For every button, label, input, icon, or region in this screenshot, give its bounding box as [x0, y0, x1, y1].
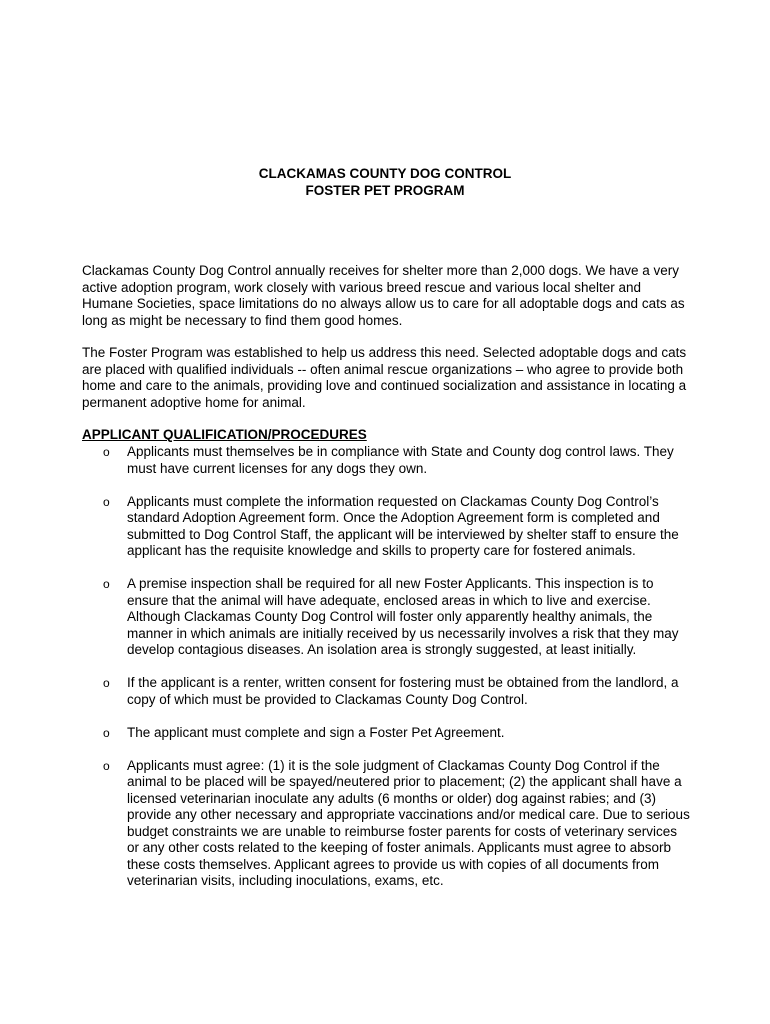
intro-paragraph: Clackamas County Dog Control annually receives for shelter more than 2,000 dogs. We have a very active adoption program, work closely with various breed rescue and various local shelter and Humane Societies, space limitations do no always allow us to care for all adoptable dogs and cats as long as might be necessary to find them good homes. — [82, 263, 685, 328]
list-item — [82, 494, 692, 560]
bullet-icon: o — [103, 725, 110, 740]
list-item-text: Applicants must themselves be in compliance with State and County dog control laws. They must have current licenses for any dogs they own. — [127, 444, 674, 476]
bullet-icon: o — [103, 445, 110, 459]
list-item-text: A premise inspection shall be required for all new Foster Applicants. This inspection is to ensure that the animal will have adequate, enclosed areas in which to live and exercise. Although Clackamas County Dog Control will foster only apparently healthy animals, the manner in which animals are initially received by us necessarily involves a risk that they may develop contagious diseases. An isolation area is strongly suggested, at least initially. — [127, 576, 679, 657]
list-item-text: Applicants must agree: (1) it is the sole judgment of Clackamas County Dog Control if the animal to be placed will be spayed/neutered prior to placement; (2) the applicant shall have a licensed veterinarian inoculate any adults (6 months or older) dog against rabies; and (3) provide any other necessary and appropriate vaccinations and/or medical care. Due to serious budget constraints we are unable to reimburse foster parents for costs of veterinary services or any other costs related to the keeping of foster animals. Applicants must agree to absorb these costs themselves. Applicant agrees to provide us with copies of all documents from veterinarian visits, including inoculations, exams, etc. — [127, 757, 690, 888]
list-item-text: The applicant must complete and sign a Foster Pet Agreement. — [127, 724, 505, 740]
list-item — [82, 675, 692, 708]
title-line-2: FOSTER PET PROGRAM — [305, 183, 465, 198]
document-title — [0, 165, 770, 199]
bullet-icon: o — [103, 494, 110, 509]
requirements-list — [82, 444, 692, 906]
section-heading: APPLICANT QUALIFICATION/PROCEDURES — [82, 427, 367, 442]
list-item-text: If the applicant is a renter, written consent for fostering must be obtained from the landlord, a copy of which must be provided to Clackamas County Dog Control. — [127, 675, 679, 707]
bullet-icon: o — [103, 676, 110, 690]
list-item — [82, 576, 692, 659]
foster-program-paragraph: The Foster Program was established to help us address this need. Selected adoptable dogs and cats are placed with qualified individuals -- often animal rescue organizations – who agree to provide both home and care to the animals, providing love and continued socialization and assistance in locating a permanent adoptive home for animal. — [82, 345, 687, 410]
list-item — [82, 444, 692, 477]
list-item — [82, 725, 692, 742]
bullet-icon: o — [103, 577, 110, 591]
list-item-text: Applicants must complete the information requested on Clackamas County Dog Control’s standard Adoption Agreement form. Once the Adoption Agreement form is completed and submitted to Dog Control Staff, the applicant will be interviewed by shelter staff to ensure the applicant has the requisite knowledge and skills to property care for fostered animals. — [127, 493, 679, 558]
title-line-1: CLACKAMAS COUNTY DOG CONTROL — [258, 166, 512, 181]
list-item — [82, 758, 692, 890]
bullet-icon: o — [103, 758, 110, 773]
